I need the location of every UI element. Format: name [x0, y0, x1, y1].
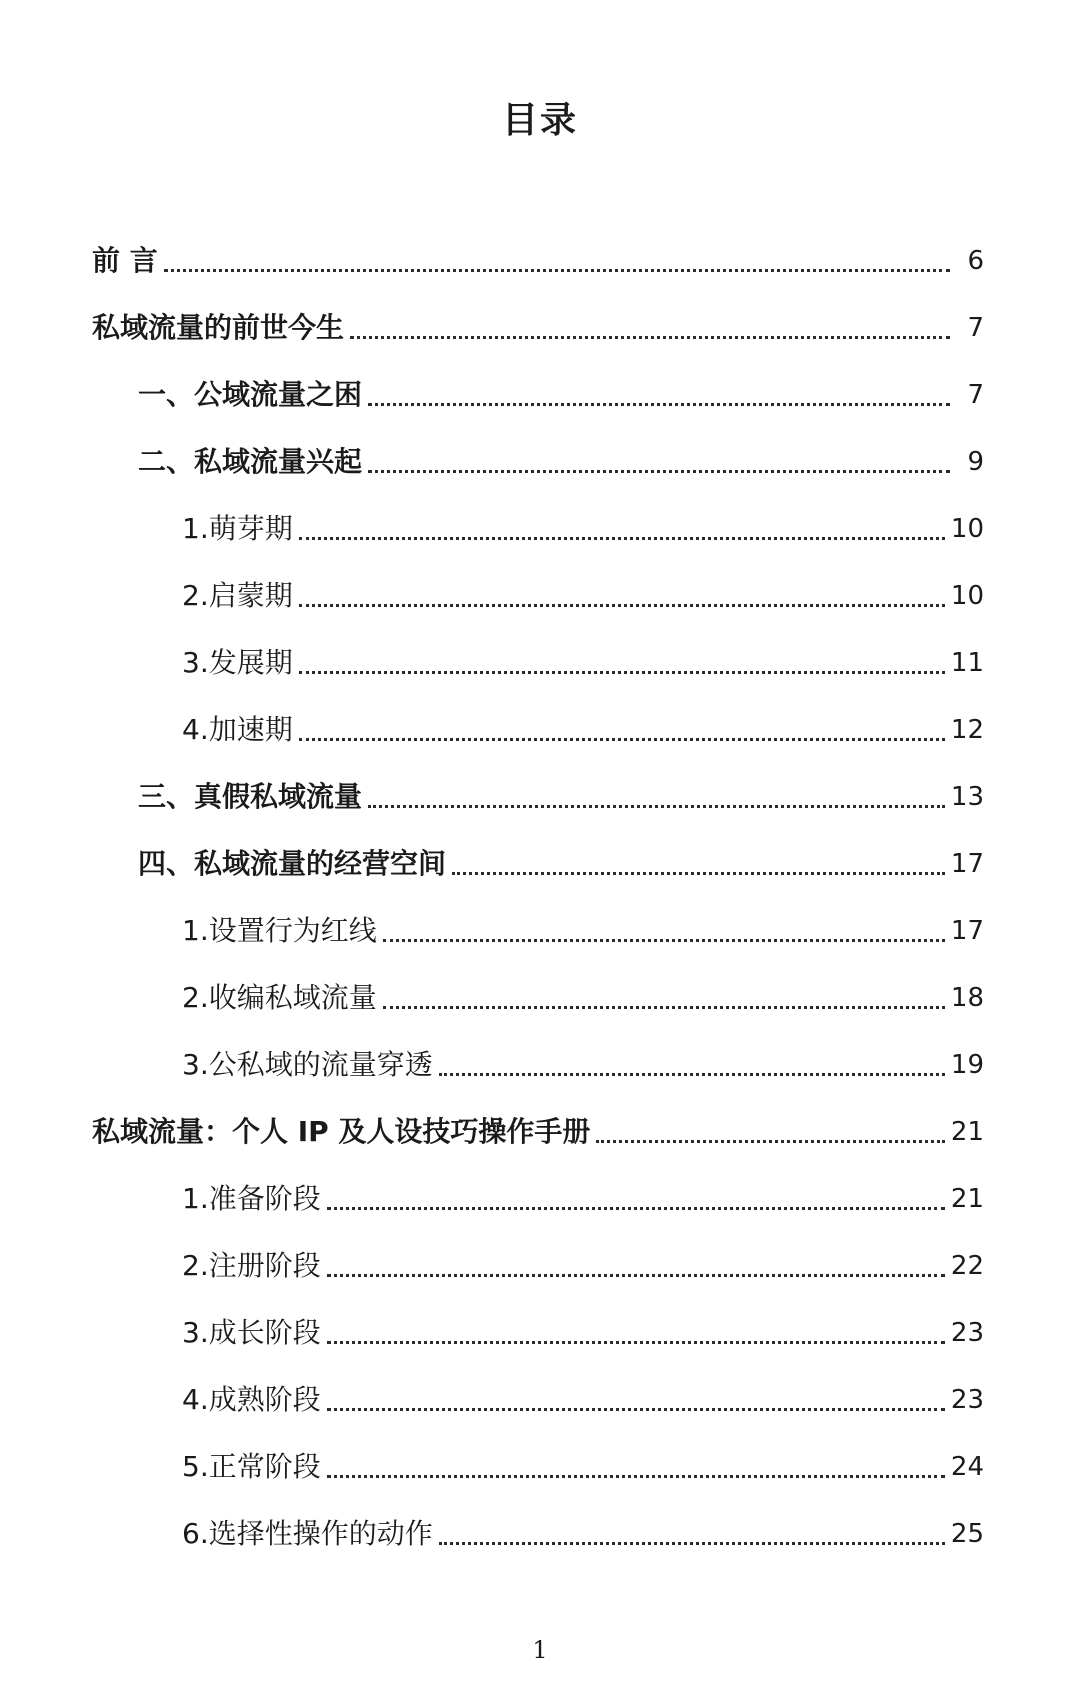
dot-leader: [299, 604, 945, 607]
toc-entry-page: 22: [950, 1251, 984, 1281]
toc-entry-page: 11: [950, 648, 984, 678]
toc-entry-page: 21: [950, 1184, 984, 1214]
toc-entry[interactable]: [0, 624, 1080, 691]
toc-entry-page: 23: [950, 1318, 984, 1348]
toc-entry-page: 12: [950, 715, 984, 745]
toc-entry-label: 2.注册阶段: [182, 1249, 321, 1282]
dot-leader: [327, 1475, 945, 1478]
toc-entry-label: 3.成长阶段: [182, 1316, 321, 1349]
toc-entry[interactable]: [0, 356, 1080, 423]
table-of-contents: [0, 222, 1080, 1562]
footer-page-number: 1: [532, 1636, 548, 1664]
toc-entry-page: 10: [950, 581, 984, 611]
toc-entry[interactable]: [0, 1160, 1080, 1227]
dot-leader: [439, 1073, 945, 1076]
dot-leader: [368, 403, 950, 406]
toc-entry[interactable]: [0, 423, 1080, 490]
dot-leader: [327, 1408, 945, 1411]
toc-entry-page: 13: [950, 782, 984, 812]
toc-entry-label: 三、真假私域流量: [138, 780, 363, 813]
toc-entry[interactable]: [0, 490, 1080, 557]
toc-entry-page: 7: [967, 313, 984, 343]
toc-entry-page: 7: [967, 380, 984, 410]
toc-entry-label: 1.设置行为红线: [182, 914, 377, 947]
toc-entry-label: 2.收编私域流量: [182, 981, 377, 1014]
dot-leader: [299, 537, 945, 540]
toc-entry-page: 25: [950, 1519, 984, 1549]
toc-entry[interactable]: [0, 222, 1080, 289]
dot-leader: [327, 1341, 945, 1344]
toc-entry-page: 24: [950, 1452, 984, 1482]
toc-entry[interactable]: [0, 289, 1080, 356]
toc-entry-page: 10: [950, 514, 984, 544]
toc-entry-label: 二、私域流量兴起: [138, 445, 363, 478]
toc-entry-page: 23: [950, 1385, 984, 1415]
toc-entry-page: 6: [967, 246, 984, 276]
toc-entry-label: 5.正常阶段: [182, 1450, 321, 1483]
dot-leader: [439, 1542, 945, 1545]
toc-entry-label: 私域流量的前世今生: [92, 311, 345, 344]
toc-entry[interactable]: [0, 557, 1080, 624]
toc-entry-label: 四、私域流量的经营空间: [138, 847, 447, 880]
toc-entry[interactable]: [0, 1294, 1080, 1361]
toc-entry-label: 4.加速期: [182, 713, 293, 746]
dot-leader: [383, 1006, 945, 1009]
toc-entry-label: 3.公私域的流量穿透: [182, 1048, 433, 1081]
dot-leader: [368, 805, 945, 808]
toc-entry-page: 17: [950, 916, 984, 946]
dot-leader: [596, 1140, 944, 1143]
toc-entry-page: 18: [950, 983, 984, 1013]
toc-entry-page: 9: [967, 447, 984, 477]
dot-leader: [299, 671, 945, 674]
dot-leader: [452, 872, 945, 875]
page-title: 目录: [501, 100, 578, 141]
toc-entry[interactable]: [0, 1093, 1080, 1160]
dot-leader: [350, 336, 950, 339]
toc-entry[interactable]: [0, 959, 1080, 1026]
toc-entry-label: 前 言: [92, 244, 158, 277]
toc-entry[interactable]: [0, 1428, 1080, 1495]
toc-entry[interactable]: [0, 1495, 1080, 1562]
toc-entry[interactable]: [0, 1361, 1080, 1428]
toc-entry[interactable]: [0, 892, 1080, 959]
toc-entry-page: 19: [950, 1050, 984, 1080]
toc-entry-label: 1.准备阶段: [182, 1182, 321, 1215]
dot-leader: [164, 269, 950, 272]
toc-entry[interactable]: [0, 691, 1080, 758]
toc-entry[interactable]: [0, 758, 1080, 825]
toc-entry-label: 4.成熟阶段: [182, 1383, 321, 1416]
toc-entry-label: 6.选择性操作的动作: [182, 1517, 433, 1550]
toc-entry-page: 21: [950, 1117, 984, 1147]
toc-entry-label: 2.启蒙期: [182, 579, 293, 612]
toc-entry[interactable]: [0, 1227, 1080, 1294]
toc-entry-page: 17: [950, 849, 984, 879]
toc-entry-label: 1.萌芽期: [182, 512, 293, 545]
dot-leader: [368, 470, 950, 473]
toc-entry[interactable]: [0, 1026, 1080, 1093]
dot-leader: [327, 1274, 945, 1277]
dot-leader: [327, 1207, 945, 1210]
dot-leader: [383, 939, 945, 942]
toc-entry-label: 一、公域流量之困: [138, 378, 363, 411]
toc-entry[interactable]: [0, 825, 1080, 892]
toc-entry-label: 私域流量：个人 IP 及人设技巧操作手册: [92, 1115, 591, 1148]
toc-entry-label: 3.发展期: [182, 646, 293, 679]
dot-leader: [299, 738, 945, 741]
